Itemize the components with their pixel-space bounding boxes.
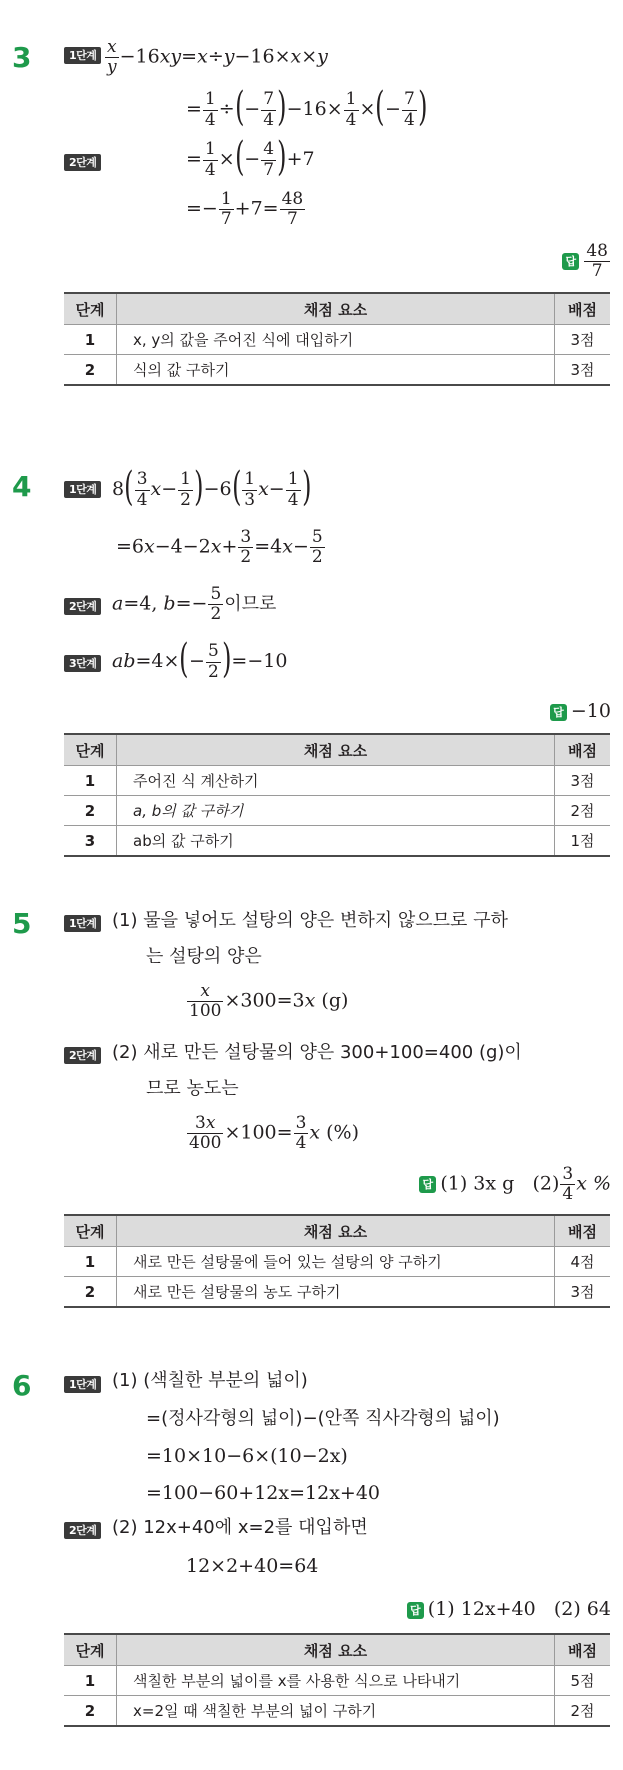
step-badge: 2단계 — [64, 154, 101, 171]
step-badge: 1단계 — [64, 481, 101, 498]
answer-icon: 답 — [407, 1602, 424, 1619]
equation-line: 8( $\frac{3}{4}$ x− $\frac{1}{2}$ )−6( $\frac{1}{3}$ x− $\frac{1}{4}$ ) — [112, 464, 312, 510]
grading-table: 단계 채점 요소 배점 1 주어진 식 계산하기 3점 2 a, b의 값 구하기 2점 3 ab의 값 구하기 1점 — [64, 733, 610, 857]
answer: 답 −10 — [550, 700, 611, 722]
problem-number: 5 — [12, 907, 32, 940]
equation-line: =− $\frac{1}{7}$ +7= $\frac{48}{7}$ — [186, 189, 304, 230]
step-badge: 1단계 — [64, 915, 101, 932]
answer: 답 (1) 3x g (2) $\frac{3}{4}$ x % — [419, 1165, 611, 1204]
answer: 답 (1) 12x+40 (2) 64 — [407, 1598, 611, 1620]
answer: 답 $\frac{48}{7}$ — [562, 242, 611, 281]
text-line: 는 설탕의 양은 — [146, 946, 262, 967]
answer-icon: 답 — [419, 1176, 436, 1193]
text-line: (2) 새로 만든 설탕물의 양은 300+100=400 (g)이 — [112, 1042, 522, 1063]
step-badge: 1단계 — [64, 47, 101, 64]
step-badge: 2단계 — [64, 1047, 101, 1064]
equation-line: 12×2+40=64 — [186, 1555, 319, 1577]
grading-table: 단계 채점 요소 배점 1 색칠한 부분의 넓이를 x를 사용한 식으로 나타내기 5점 2 x=2일 때 색칠한 부분의 넓이 구하기 2점 — [64, 1633, 610, 1727]
text-line: 므로 농도는 — [146, 1078, 239, 1099]
answer-icon: 답 — [562, 253, 579, 270]
problem-number: 4 — [12, 470, 32, 503]
equation-line: =6x−4−2x+ $\frac{3}{2}$ =4x− $\frac{5}{2}$ — [116, 527, 323, 568]
text-line: (2) 12x+40에 x=2를 대입하면 — [112, 1517, 368, 1538]
table-row: 2 x=2일 때 색칠한 부분의 넓이 구하기 2점 — [64, 1696, 610, 1727]
table-row: 1 x, y의 값을 주어진 식에 대입하기 3점 — [64, 325, 610, 355]
table-row: 1 주어진 식 계산하기 3점 — [64, 766, 610, 796]
table-row: 2 식의 값 구하기 3점 — [64, 355, 610, 386]
answer-icon: 답 — [550, 704, 567, 721]
grading-table: 단계 채점 요소 배점 1 x, y의 값을 주어진 식에 대입하기 3점 2 식의 값 구하기 3점 — [64, 292, 610, 386]
text-line: =(정사각형의 넓이)−(안쪽 직사각형의 넓이) — [146, 1408, 500, 1429]
step-badge: 2단계 — [64, 1522, 101, 1539]
equation-line: = $\frac{1}{4}$ ×(− $\frac{4}{7}$ )+7 — [186, 134, 315, 180]
problem-number: 3 — [12, 41, 32, 74]
equation-line: ab=4×(− $\frac{5}{2}$ )=−10 — [112, 636, 288, 682]
equation-line: =100−60+12x=12x+40 — [146, 1482, 381, 1504]
text-line: (1) (색칠한 부분의 넓이) — [112, 1370, 308, 1391]
table-row: 3 ab의 값 구하기 1점 — [64, 826, 610, 857]
table-row: 2 a, b의 값 구하기 2점 — [64, 796, 610, 826]
equation-line: = $\frac{1}{4}$ ÷(− $\frac{7}{4}$ )−16× $\frac{1}{4}$ ×(− $\frac{7}{4}$ ) — [186, 84, 428, 130]
grading-table: 단계 채점 요소 배점 1 새로 만든 설탕물에 들어 있는 설탕의 양 구하기 4점 2 새로 만든 설탕물의 농도 구하기 3점 — [64, 1214, 610, 1308]
step-badge: 2단계 — [64, 598, 101, 615]
equation-line: $\frac{x}{100}$ ×300=3x (g) — [189, 981, 349, 1022]
step-badge: 3단계 — [64, 655, 101, 672]
equation-line: $\frac{3x}{400}$ ×100= $\frac{3}{4}$ x (%) — [189, 1113, 360, 1154]
text-line: (1) 물을 넣어도 설탕의 양은 변하지 않으므로 구하 — [112, 910, 508, 931]
table-row: 2 새로 만든 설탕물의 농도 구하기 3점 — [64, 1277, 610, 1308]
equation-line: =10×10−6×(10−2x) — [146, 1445, 348, 1467]
equation-line: $\frac{x}{y}$ −16xy=x÷y−16×x×y — [107, 37, 328, 78]
table-row: 1 색칠한 부분의 넓이를 x를 사용한 식으로 나타내기 5점 — [64, 1666, 610, 1696]
step-badge: 1단계 — [64, 1376, 101, 1393]
problem-number: 6 — [12, 1369, 32, 1402]
table-row: 1 새로 만든 설탕물에 들어 있는 설탕의 양 구하기 4점 — [64, 1247, 610, 1277]
equation-line: a=4, b=− $\frac{5}{2}$ 이므로 — [112, 584, 277, 625]
